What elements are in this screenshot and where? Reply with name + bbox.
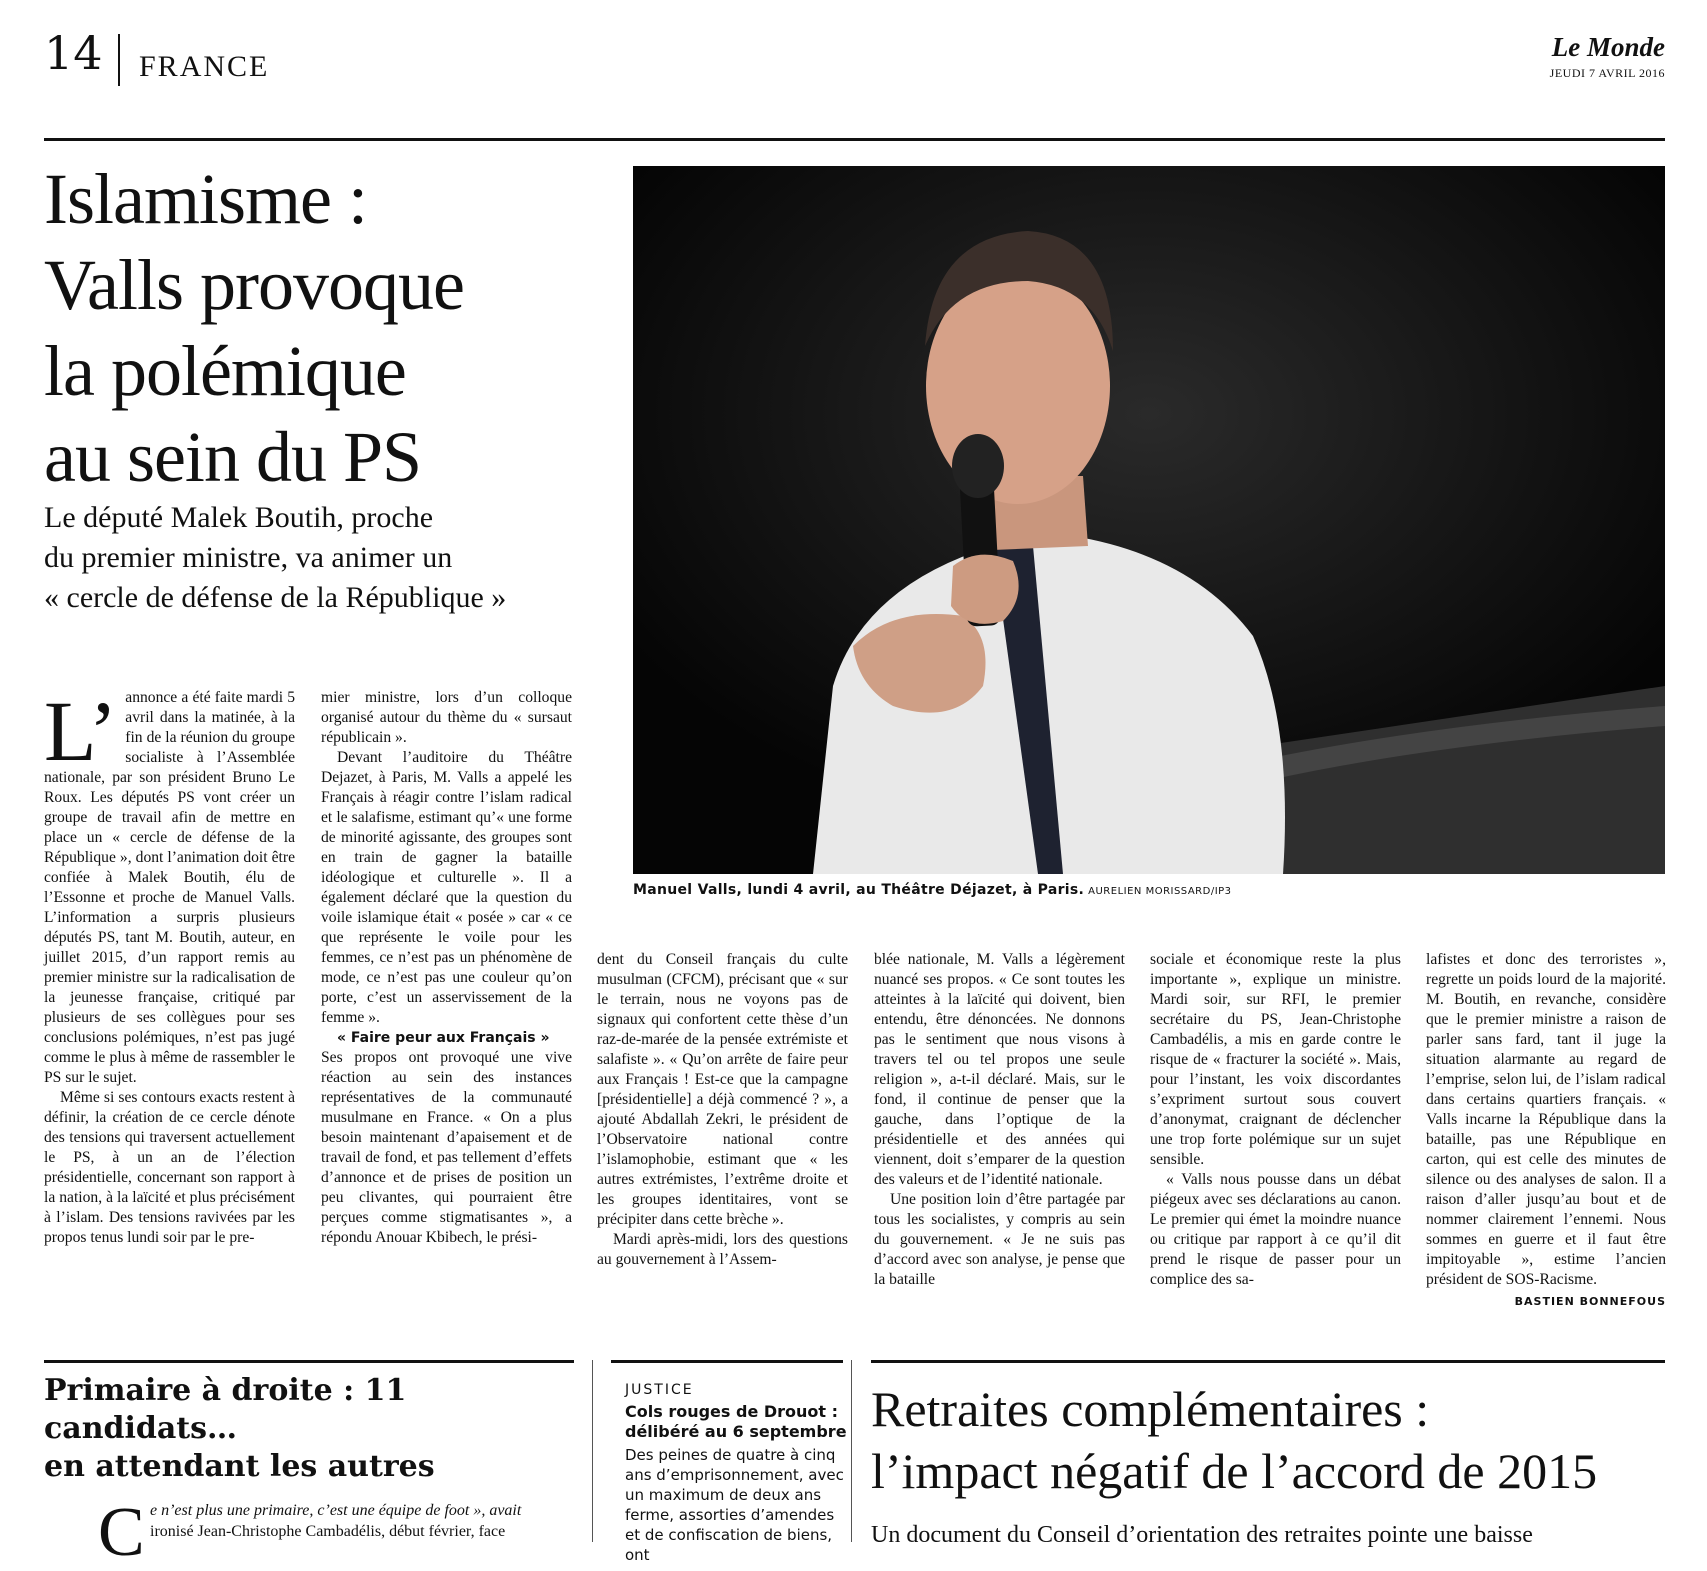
bottom-rule-right [871,1360,1665,1363]
article-column-5 [1150,950,1401,1290]
paragraph: « Valls nous pousse dans un débat piégeux avec ses déclarations au canon. Le premier qui émet la moindre nuance ou critique par rapport à ce qu’il dit prend le risque de passer pour un complice des sa- [1150,1171,1401,1288]
byline: BASTIEN BONNEFOUS [1514,1295,1666,1308]
page-number: 14 [44,26,103,80]
column-separator [851,1360,852,1542]
article-column-1 [44,683,295,1248]
title-line: Retraites complémentaires : [871,1381,1430,1437]
caption-text: Manuel Valls, lundi 4 avril, au Théâtre Déjazet, à Paris. [633,882,1085,898]
story-deck-retraites: Un document du Conseil d’orientation des retraites pointe une baisse [871,1522,1533,1548]
photo-illustration [633,166,1665,874]
headline-line: au sein du PS [44,417,422,497]
headline-line: Valls provoque [44,245,464,325]
title-line: Primaire à droite : 11 candidats… [44,1373,407,1446]
paragraph: annonce a été faite mardi 5 avril dans la matinée, à la fin de la réunion du groupe socialiste à l’Assemblée nationale, par son président Bruno Le Roux. Les députés PS vont créer un groupe de travail afin de mettre en place un « cercle de défense de la République », dont l’animation doit être confiée à Malek Boutih, élu de l’Essonne et proche de Manuel Valls. L’information a surpris plusieurs députés PS, tant M. Boutih, auteur, en juillet 2015, d’un rapport remis au premier ministre sur la radicalisation de la jeunesse française, critiqué par plusieurs de ses collègues pour ses conclusions polémiques, n’est pas jugé comme le plus à même de rassembler le PS sur le sujet. [44,689,295,1086]
bottom-rule-left [44,1360,574,1363]
drop-cap: L’ [44,683,118,779]
section-name: FRANCE [139,50,270,83]
deck [44,498,604,618]
paragraph: Mardi après-midi, lors des questions au gouvernement à l’Assem- [597,1231,848,1268]
story-title-retraites[interactable] [871,1378,1665,1502]
subhead: « Faire peur aux Français » [337,1030,550,1046]
headline [44,156,644,500]
column-separator [592,1360,593,1542]
paragraph: Devant l’auditoire du Théâtre Dejazet, à Paris, M. Valls a appelé les Français à réagir contre l’islam radical et le salafisme, estimant qu’« une forme de minorité agissante, des groupes sont en train de gagner la bataille idéologique et culturelle ». Il a également déclaré que la question du voile islamique était « posée » car « ce que représente le voile pour les femmes, ce n’est pas un phénomène de mode, ce n’est pas une couleur qu’on porte, c’est un asservissement de la femme ». [321,749,572,1026]
photo-caption [633,882,1232,898]
paragraph: Une position loin d’être partagée par tous les socialistes, y compris au sein du gouvernement. « Je ne suis pas d’accord avec son analyse, je pense que la bataille [874,1191,1125,1288]
title-line: délibéré au 6 septembre [625,1422,847,1441]
article-column-3 [597,950,848,1270]
story-body-drouot: Des peines de quatre à cinq ans d’emprisonnement, avec un maximum de deux ans ferme, assorties d’amendes et de confiscation de biens, ont [625,1446,844,1564]
paragraph: blée nationale, M. Valls a légèrement nuancé ses propos. « Ce sont toutes les atteintes à la laïcité qui doivent, bien entendu, être dénoncées. Ne donnons pas le sentiment que nous visons à travers tel ou tel propos une seule religion », a-t-il déclaré. Mais, sur le fond, il continue de penser que la gauche, dans l’optique de la présidentielle et des années qui viennent, doit s’emparer de la question des valeurs et de l’identité nationale. [874,951,1125,1188]
paragraph: mier ministre, lors d’un colloque organisé autour du thème du « sursaut républicain ». [321,689,572,746]
paragraph: Ses propos ont provoqué une vive réaction au sein des instances représentatives de la communauté musulmane en France. « On a plus besoin maintenant d’apaisement et de travail de fond, et pas tellement d’effets d’annonce et de prises de position un peu clivantes, qui pourraient être perçues comme stigmatisantes », a répondu Anouar Kbibech, le prési- [321,1049,572,1246]
story-title-drouot[interactable] [625,1402,855,1442]
deck-line: du premier ministre, va animer un [44,541,453,574]
body-line: ironisé Jean-Christophe Cambadélis, début février, face [150,1523,506,1540]
article-column-4 [874,950,1125,1290]
paragraph: dent du Conseil français du culte musulman (CFCM), précisant que « sur le terrain, nous ne voyons pas de signaux qui confortent cette thèse d’un raz-de-marée de la pensée extrémiste et salafiste ». « Qu’on arrête de faire peur aux Français ! Est-ce que la campagne [présidentielle] a déjà commencé ? », a ajouté Abdallah Zekri, le président de l’Observatoire national contre l’islamophobie, estimant que « les autres extrémistes, l’extrême droite et les groupes identitaires, vont se précipiter dans cette brèche ». [597,951,848,1228]
body-line: e n’est plus une primaire, c’est une équipe de foot », avait [150,1502,522,1519]
story-title-primaire[interactable] [44,1372,574,1486]
deck-line: « cercle de défense de la République » [44,581,507,614]
drop-cap: C [98,1494,145,1571]
title-line: l’impact négatif de l’accord de 2015 [871,1443,1598,1499]
headline-line: Islamisme : [44,159,367,239]
kicker: JUSTICE [625,1382,694,1398]
bottom-rule-mid [611,1360,843,1363]
paragraph: Même si ses contours exacts restent à définir, la création de ce cercle dénote des tensions qui traversent actuellement le PS, à un an de l’élection présidentielle, concernant son rapport à la nation, à la laïcité et plus précisément à l’islam. Des tensions ravivées par les propos tenus lundi soir par le pre- [44,1089,295,1246]
paragraph: lafistes et donc des terroristes », regrette un poids lourd de la majorité. M. Boutih, en revanche, considère que le premier ministre a raison de parler sans fard, tant il juge la situation alarmante au regard de l’emprise, selon lui, de l’islam radical dans certains quartiers français. « Valls incarne la République dans la bataille, pas une République en carton, qui est celle des minutes de silence ou des analyses de salon. Il a raison d’aller jusqu’au bout et de nommer clairement l’ennemi. Nous sommes en guerre et il faut être impitoyable », estime l’ancien président de SOS-Racisme. [1426,951,1666,1288]
article-photo [633,166,1665,874]
header-divider [118,34,120,86]
paragraph: sociale et économique reste la plus importante », explique un ministre. Mardi soir, sur RFI, le premier secrétaire du PS, Jean-Christophe Cambadélis, a mis en garde contre le risque de « fracturer la société ». Mais, pour l’instant, les voix discordantes s’expriment surtout sous couvert d’anonymat, craignant de déclencher une trop forte polémique sur un sujet sensible. [1150,951,1401,1168]
deck-line: Le député Malek Boutih, proche [44,501,434,534]
top-rule [44,138,1665,141]
issue-date: JEUDI 7 AVRIL 2016 [1549,66,1665,80]
masthead-logo[interactable]: Le Monde [1551,32,1665,62]
title-line: Cols rouges de Drouot : [625,1402,839,1421]
article-column-6 [1426,950,1666,1312]
photo-credit: AURELIEN MORISSARD/IP3 [1088,886,1232,897]
article-column-2 [321,688,572,1248]
story-body-primaire [150,1500,575,1542]
title-line: en attendant les autres [44,1449,435,1484]
headline-line: la polémique [44,331,406,411]
